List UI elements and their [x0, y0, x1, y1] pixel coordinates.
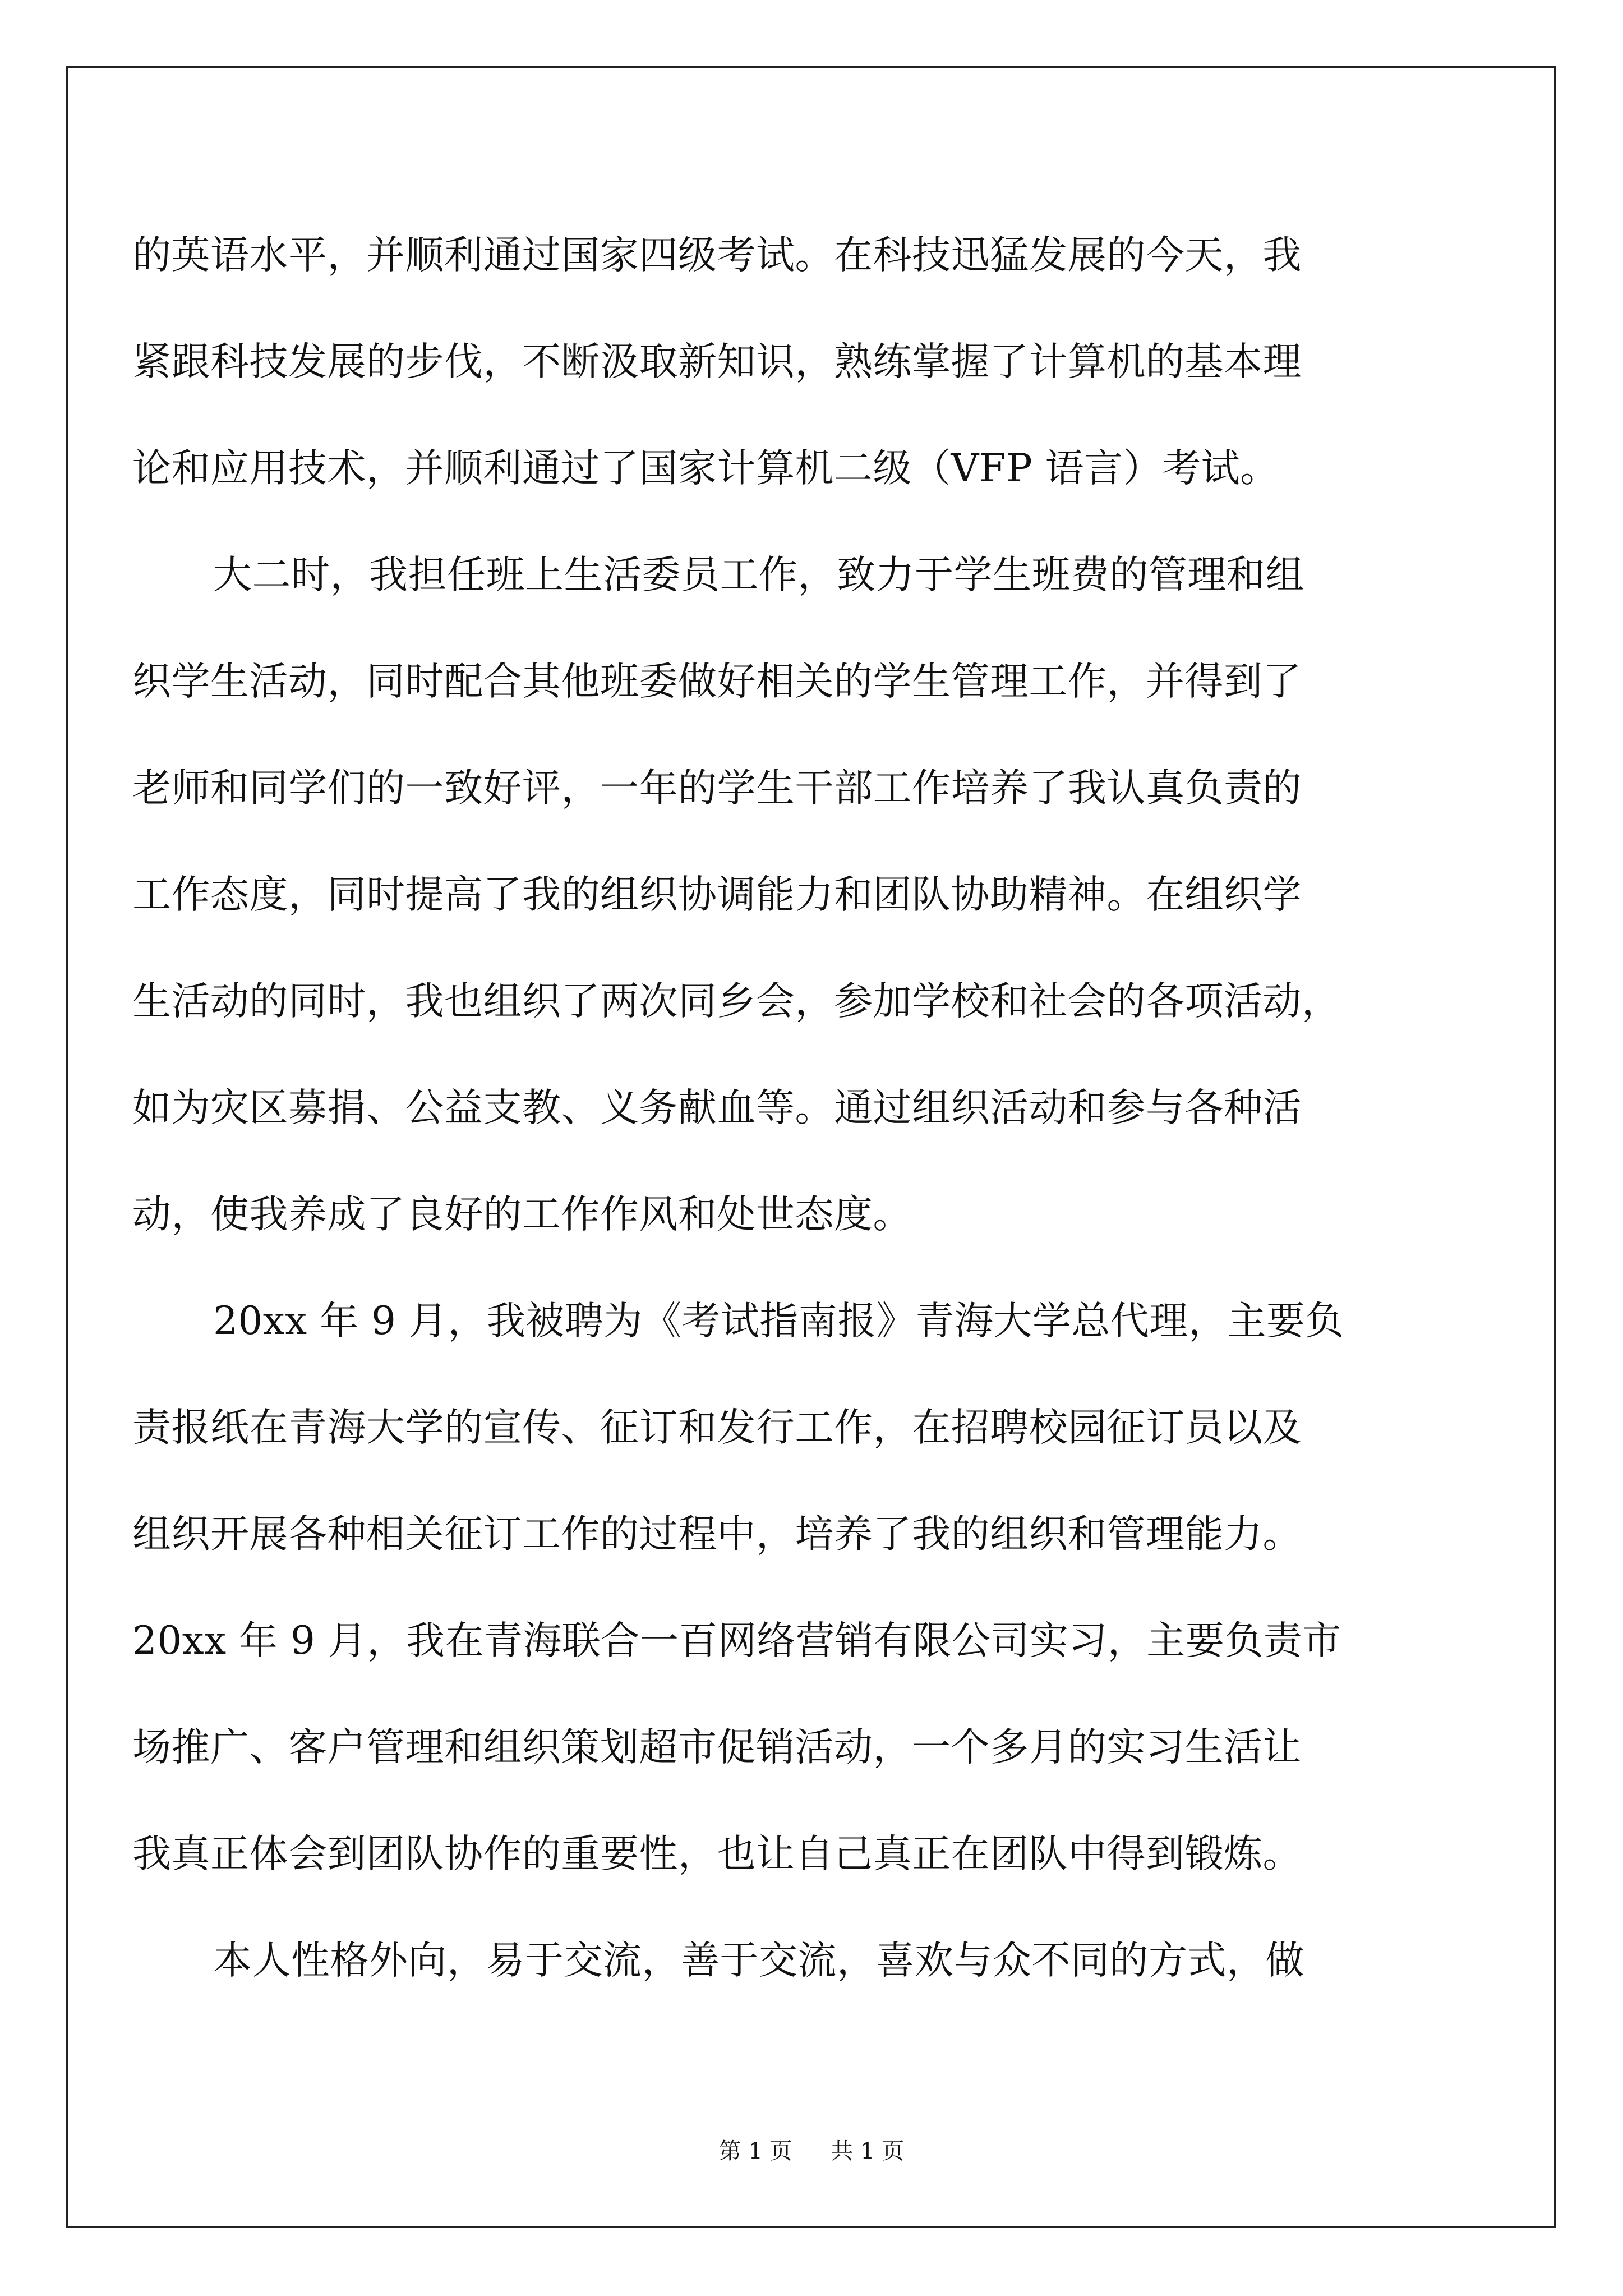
page-footer [0, 2134, 1623, 2168]
page-total: 共 1 页 [831, 2138, 905, 2164]
body-line: 组织开展各种相关征订工作的过程中，培养了我的组织和管理能力。 [132, 1512, 1302, 1557]
paragraph-start-line: 本人性格外向，易于交流，善于交流，喜欢与众不同的方式，做 [213, 1938, 1304, 1983]
paragraph-start-line: 20xx 年 9 月，我被聘为《考试指南报》青海大学总代理，主要负 [213, 1299, 1344, 1343]
body-line: 20xx 年 9 月，我在青海联合一百网络营销有限公司实习，主要负责市 [132, 1618, 1341, 1663]
body-line: 生活动的同时，我也组织了两次同乡会，参加学校和社会的各项活动， [132, 979, 1341, 1024]
body-line: 织学生活动，同时配合其他班委做好相关的学生管理工作，并得到了 [132, 659, 1302, 704]
body-line: 紧跟科技发展的步伐，不断汲取新知识，熟练掌握了计算机的基本理 [132, 339, 1302, 384]
body-line: 如为灾区募捐、公益支教、义务献血等。通过组织活动和参与各种活 [132, 1085, 1302, 1130]
body-line: 论和应用技术，并顺利通过了国家计算机二级（VFP 语言）考试。 [132, 446, 1279, 491]
body-line: 责报纸在青海大学的宣传、征订和发行工作，在招聘校园征订员以及 [132, 1405, 1302, 1450]
page-number: 第 1 页 [718, 2138, 792, 2164]
body-line: 老师和同学们的一致好评，一年的学生干部工作培养了我认真负责的 [132, 766, 1302, 811]
paragraph-start-line: 大二时，我担任班上生活委员工作，致力于学生班费的管理和组 [213, 553, 1304, 597]
body-line: 动，使我养成了良好的工作作风和处世态度。 [132, 1192, 912, 1237]
body-line: 的英语水平，并顺利通过国家四级考试。在科技迅猛发展的今天，我 [132, 233, 1302, 278]
body-line: 工作态度，同时提高了我的组织协调能力和团队协助精神。在组织学 [132, 872, 1302, 917]
body-line: 场推广、客户管理和组织策划超市促销活动，一个多月的实习生活让 [132, 1725, 1302, 1770]
body-line: 我真正体会到团队协作的重要性，也让自己真正在团队中得到锻炼。 [132, 1832, 1302, 1876]
